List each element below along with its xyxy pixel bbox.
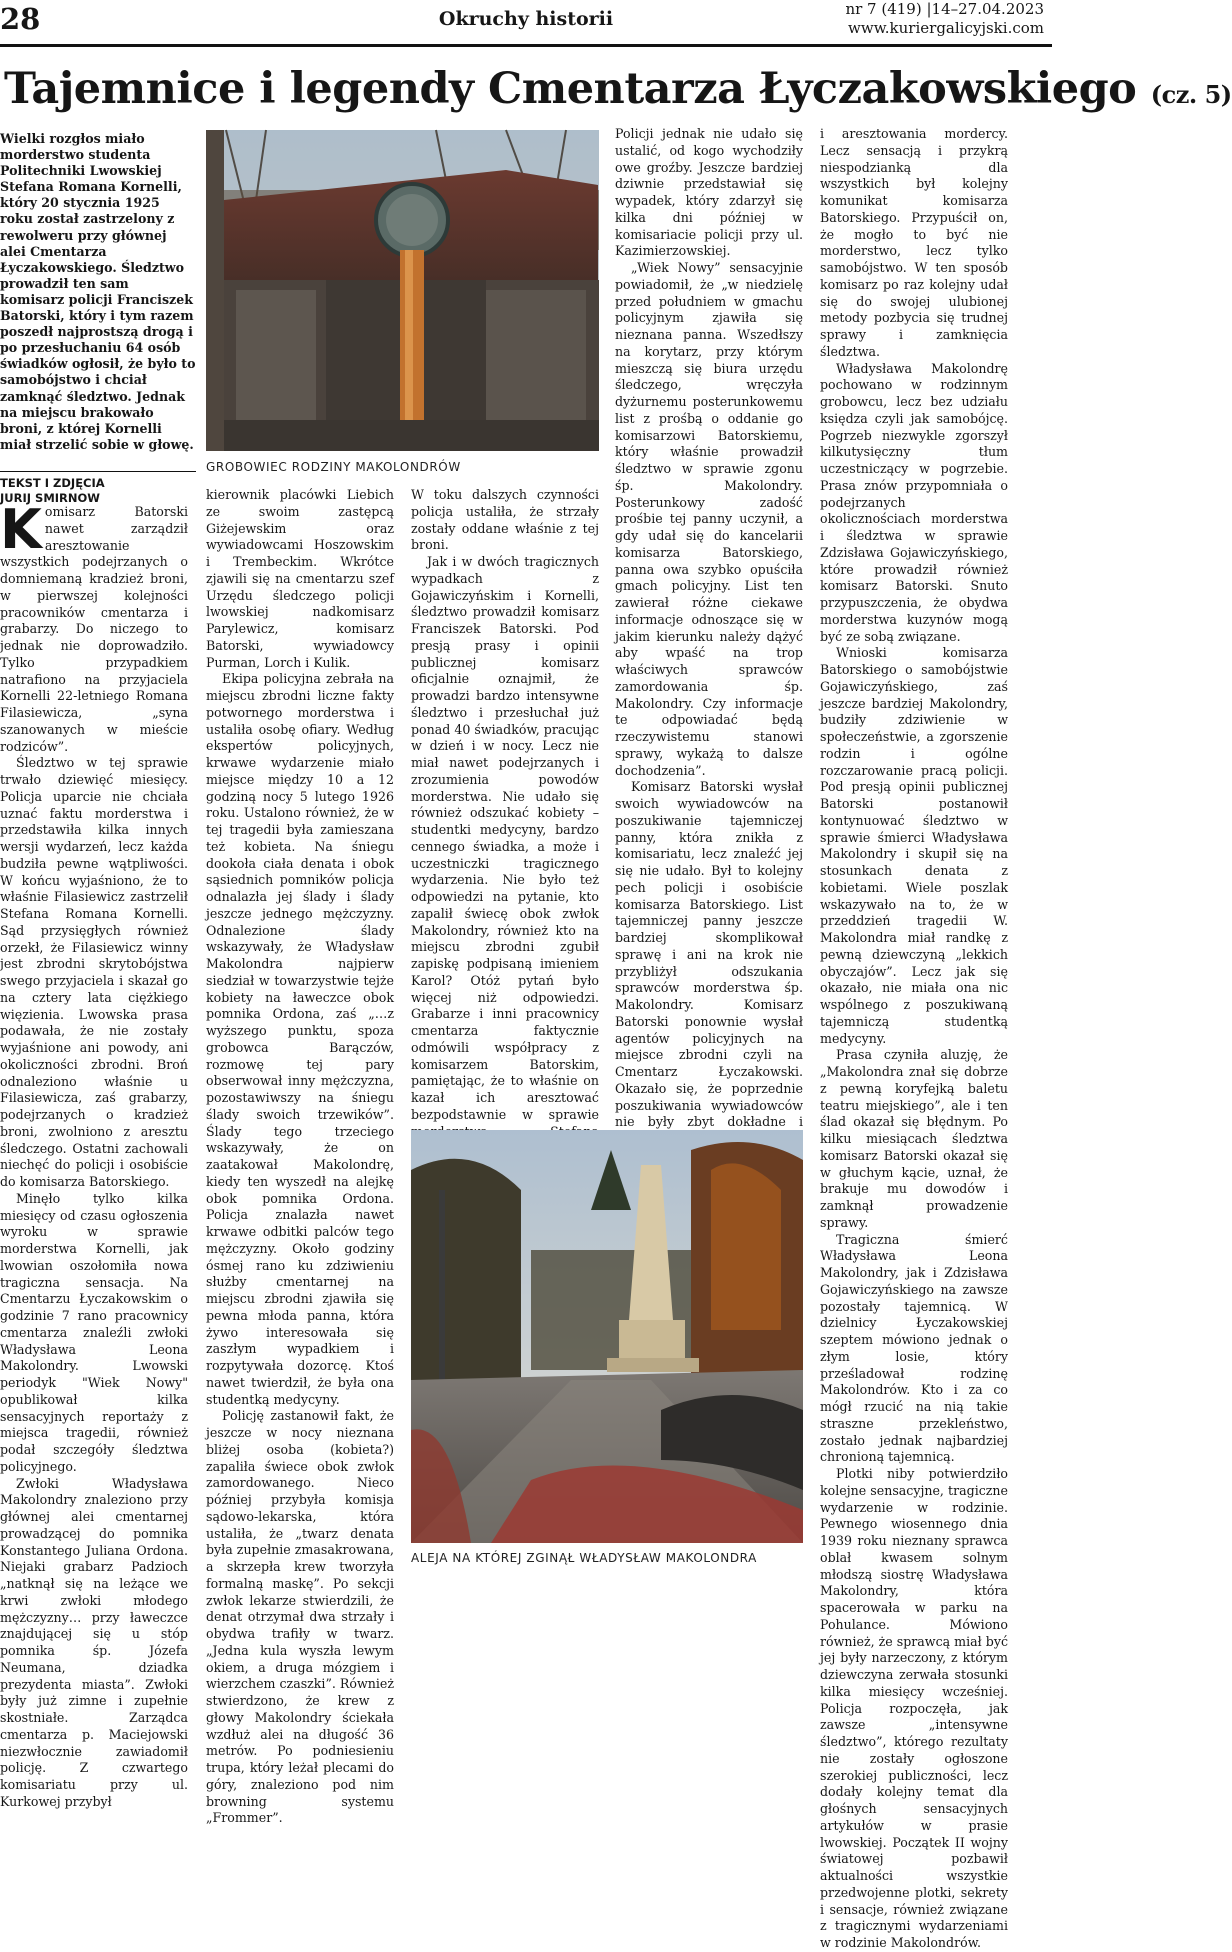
issue-info: nr 7 (419) |14–27.04.2023 (845, 0, 1044, 18)
title-main: Tajemnice i legendy Cmentarza Łyczakowskiego (4, 64, 1151, 114)
article-title (4, 64, 1232, 114)
credit-author: JURIJ SMIRNOW (0, 491, 100, 505)
paragraph: W toku dalszych czynności policja ustaliła, że strzały zostały oddane właśnie z tej broni. (411, 487, 599, 553)
drop-cap: K (0, 498, 42, 561)
tomb-image (206, 130, 599, 451)
alley-image (411, 1130, 803, 1543)
paragraph: Władysława Makolondrę pochowano w rodzinnym grobowcu, lecz bez udziału księdza czyli jak samobójcę. Pogrzeb niezwykle zgorszył kilkutysięczny tłum uczestniczący w pogrzebie. Prasa znów przypomniała o podejrzanych okolicznościach morderstwa i śledztwa w sprawie Zdzisława Gojawiczyńskiego, które prowadził również komisarz Batorski. Snuto przypuszczenia, że obydwa morderstwa kuzynów mogą być ze sobą związane. (820, 360, 1008, 644)
article-lead: Wielki rozgłos miało morderstwo studenta Politechniki Lwowskiej Stefana Romana Kornelli, który 20 stycznia 1925 roku został zastrzelony z rewolweru przy głównej alei Cmentarza Łyczakowskiego. Śledztwo prowadził ten sam komisarz policji Franciszek Batorski, który i tym razem poszedł najprostszą drogą i po przesłuchaniu 64 osób świadków ogłosił, że było to samobójstwo i chciał zamknąć śledztwo. Jednak na miejscu brakowało broni, z której Kornelli miał strzelić sobie w głowę. (0, 131, 196, 452)
paragraph: Plotki niby potwierdziło kolejne sensacyjne, tragiczne wydarzenie w rodzinie. Pewnego wiosennego dnia 1939 roku nieznany sprawca oblał kwasem solnym młodszą siostrę Władysława Makolondry, która spacerowała w parku na Pohulance. Mówiono również, że sprawcą miał być jej były narzeczony, z którym dziewczyna zerwała stosunki kilka miesięcy wcześniej. Policja rozpoczęła, jak zawsze „intensywne śledztwo”, którego rezultaty nie zostały ogłoszone szerokiej publiczności, lecz dodały kolejny temat dla głośnych sensacyjnych artykułów w prasie lwowskiej. Początek II wojny światowej pozbawił aktualności wszystkie przedwojenne plotki, sekrety i sensacje, również związane z tragicznymi wydarzeniami w rodzinie Makolondrów. (820, 1466, 1008, 1950)
paragraph: Komisarz Batorski wysłał swoich wywiadowców na poszukiwanie tajemniczej panny, która znikła z komisariatu, lecz znaleźć jej się nie udało. Był to kolejny pech policji i osobiście komisarza Batorskiego. List tajemniczej panny jeszcze bardziej skomplikował sprawę i ani na krok nie przybliżył odszukania sprawców morderstwa śp. Makolondry. Komisarz Batorski ponownie wysłał agentów policyjnych na miejsce zbrodni czyli na Cmentarz Łyczakowski. Okazało się, że poprzednie poszukiwania wywiadowców nie były zbyt dokładne i (615, 779, 803, 1130)
photo-caption-tomb: GROBOWIEC RODZINY MAKOLONDRÓW (206, 460, 461, 474)
paragraph: „Wiek Nowy” sensacyjnie powiadomił, że „w niedzielę przed południem w gmachu policyjnym zjawiła się nieznana panna. Wszedłszy na korytarz, przy którym mieszczą się biura urzędu śledczego, wręczyła dyżurnemu posterunkowemu list z prośbą o oddanie go komisarzowi Batorskiemu, który właśnie prowadził śledztwo w sprawie zgonu śp. Makolondry. Posterunkowy zadość prośbie tej panny uczynił, a gdy udał się do kancelarii komisarza Batorskiego, panna owa szybko opuściła gmach policyjny. List ten zawierał różne ciekawe informacje odnoszące się w jakim kierunku należy dążyć aby wpaść na trop właściwych sprawców zamordowania śp. Makolondry. Czy informacje te odpowiadać będą rzeczywistemu stanowi sprawy, wykażą to dalsze dochodzenia”. (615, 260, 803, 778)
paragraph: Zwłoki Władysława Makolondry znaleziono przy głównej alei cmentarnej prowadzącej do pomnika Konstantego Juliana Ordona. Niejaki grabarz Padzioch „natknął się na leżące we krwi zwłoki młodego mężczyzny… przy ławeczce znajdującej się u stóp pomnika śp. Józefa Neumana, dziadka prezydenta miasta”. Zwłoki były już zimne i zupełnie skostniałe. Zarządca cmentarza p. Maciejowski niezwłocznie zawiadomił policję. Z czwartego komisariatu przy ul. Kurkowej przybył (0, 1475, 188, 1809)
paragraph: Śledztwo w tej sprawie trwało dziewięć miesięcy. Policja uparcie nie chciała uznać faktu morderstwa i przedstawiła kilka innych wersji wydarzeń, lecz każda budziła pewne wątpliwości. W końcu wyjaśniono, że to właśnie Filasiewicz zastrzelił Stefana Romana Kornelli. Sąd przysięgłych również orzekł, że Filasiewicz winny jest zbrodni skrytobójstwa swego przyjaciela i skazał go na cztery lata ciężkiego więzienia. Lwowska prasa podawała, że nie zostały wyjaśnione ani powody, ani okoliczności zbrodni. Broń odnaleziono właśnie u Filasiewicza, zaś grabarzy, podejrzanych o kradzież broni, zwolniono z aresztu śledczego. Ostatni zachowali niechęć do policji i osobiście do komisarza Batorskiego. (0, 755, 188, 1189)
title-part: (cz. 5) (1150, 80, 1232, 109)
website-url: www.kuriergalicyjski.com (848, 19, 1044, 37)
header-issue-block (845, 0, 1044, 38)
section-title: Okruchy historii (438, 8, 614, 30)
credit-label: TEKST I ZDJĘCIA (0, 476, 105, 490)
photo-alley (411, 1130, 803, 1543)
paragraph: Wnioski komisarza Batorskiego o samobójstwie Gojawiczyńskiego, zaś jeszcze bardziej Makolondry, budziły zdziwienie w społeczeństwie, a zgorszenie rodzin i ogólne rozczarowanie pracą policji. Pod presją opinii publicznej Batorski postanowił kontynuować śledztwo w sprawie śmierci Władysława Makolondry i skupił się na stosunkach denata z kobietami. Wiele poszlak wskazywało na to, że w przeddzień tragedii W. Makolondra miał randkę z pewną dziewczyną „lekkich obyczajów”. Lecz jak się okazało, nie miała ona nic wspólnego z poszukiwaną tajemniczą studentką medycyny. (820, 645, 1008, 1046)
paragraph: kierownik placówki Liebich ze swoim zastępcą Giżejewskim oraz wywiadowcami Hoszowskim i Trembeckim. Wkrótce zjawili się na cmentarzu szef Urzędu śledczego policji lwowskiej nadkomisarz Parylewicz, komisarz Batorski, wywiadowcy Purman, Lorch i Kulik. (206, 487, 394, 670)
paragraph: Jak i w dwóch tragicznych wypadkach z Gojawiczyńskim i Kornelli, śledztwo prowadził komisarz Franciszek Batorski. Pod presją prasy i opinii publicznej komisarz oficjalnie oznajmił, że prowadzi bardzo intensywne śledztwo i przesłuchał już ponad 40 świadków, pracując w dzień i w nocy. Lecz nie miał nawet podejrzanych i zrozumienia powodów morderstwa. Nie udało się również odszukać kobiety – studentki medycyny, bardzo cennego świadka, a może i uczestniczki tragicznego wydarzenia. Nie było też odpowiedzi na pytanie, kto zapalił świecę obok zwłok Makolondry, również kto na miejscu zbrodni zgubił zapiskę podpisaną imieniem Karol? Otóż pytań było więcej niż odpowiedzi. Grabarze i inni pracownicy cmentarza faktycznie odmówili współpracy z komisarzem Batorskim, pamiętając, że to właśnie on kazał ich aresztować bezpodstawnie w sprawie (411, 554, 599, 1122)
paragraph-text: omisarz Batorski nawet zarządził aresztowanie wszystkich podejrzanych o domniemaną kradzież broni, w pierwszej kolejności pracowników cmentarza i grabarzy. Do niczego to jednak nie doprowadziło. Tylko przypadkiem natrafiono na przyjaciela Kornelli 22-letniego Romana Filasiewicza, „syna szanowanych w mieście rodziców”. (0, 504, 188, 754)
paragraph: i aresztowania mordercy. Lecz sensacją i przykrą niespodzianką dla wszystkich był kolejny komunikat komisarza Batorskiego. Przypuścił on, że mogło to być nie morderstwo, lecz tylko samobójstwo. W ten sposób komisarz po raz kolejny udał się do swojej ulubionej metody pozbycia się trudnej sprawy i zamknięcia śledztwa. (820, 126, 1008, 359)
column-5 (820, 126, 1008, 1952)
photo-tomb (206, 130, 599, 451)
page-number: 28 (0, 2, 41, 36)
paragraph: Prasa czyniła aluzję, że „Makolondra znał się dobrze z pewną koryfejką baletu teatru miejskiego”, ale i ten ślad okazał się błędnym. Po kilku miesiącach śledztwa komisarz Batorski okazał się w głuchym kącie, uznał, że brakuje mu dowodów i zamknął prowadzenie sprawy. (820, 1047, 1008, 1230)
paragraph: Policji jednak nie udało się ustalić, od kogo wychodziły owe groźby. Jeszcze bardziej dziwnie przedstawiał się wypadek, który zdarzył się kilka dni później w komisariacie policji przy ul. Kazimierzowskiej. (615, 126, 803, 259)
paragraph: Ekipa policyjna zebrała na miejscu zbrodni liczne fakty potwornego morderstwa i ustaliła osobę ofiary. Według ekspertów policyjnych, krwawe wydarzenie miało miejsce między 10 a 12 godziną nocy 5 lutego 1926 roku. Ustalono również, że w tej tragedii była zamieszana też kobieta. Na śniegu dookoła ciała denata i obok sąsiednich pomników policja odnalazła jej ślady i ślady jeszcze jednego mężczyzny. Odnalezione ślady wskazywały, że Władysław Makolondra najpierw siedział w towarzystwie tejże kobiety na ławeczce obok pomnika Ordona, zaś „…z wyższego punktu, spoza grobowca Barączów, rozmowę tej pary obserwował inny mężczyzna, pozostawiwszy na śniegu ślady swoich trzewików”. Ślady tego trzeciego wskazywały, że on zaatakował Makolondrę, kiedy ten wyszedł na alejkę obok pomnika Ordona. Policja znalazła nawet krwawe odbitki palców tego mężczyzny. Około godziny ósmej rano ku zdziwieniu służby cmentarnej na miejscu zbrodni zjawiła się pewna młoda panna, która żywo interesowała się zaszłym wypadkiem i rozpytywała dozorcę. Ktoś nawet twierdził, że była ona studentką medycyny. (206, 671, 394, 1407)
paragraph: Policję zastanowił fakt, że jeszcze w nocy nieznana bliżej osoba (kobieta?) zapaliła świece obok zwłok zamordowanego. Nieco później przybyła komisja sądowo-lekarska, która ustaliła, że „twarz denata była zupełnie zmasakrowana, a skrzepła krew tworzyła formalną maskę”. Po sekcji zwłok lekarze stwierdzili, że denat otrzymał dwa strzały i obydwa trafiły w twarz. „Jedna kula wyszła lewym okiem, a druga mózgiem i wierzchem czaszki”. Również stwierdzono, że krew z głowy Makolondry ściekała wzdłuż alei na długość 36 metrów. Po podniesieniu trupa, który leżał plecami do góry, znaleziono pod nim browning systemu „Frommer”. (206, 1408, 394, 1826)
lead-divider (0, 471, 196, 472)
paragraph: Tragiczna śmierć Władysława Leona Makolondry, jak i Zdzisława Gojawiczyńskiego na zawsze pozostały tajemnicą. W dzielnicy Łyczakowskiej szeptem mówiono jednak o złym losie, który prześladował rodzinę Makolondrów. Kto i za co mógł rzucić na nią takie straszne przekleństwo, zostało jednak najbardziej chronioną tajemnicą. (820, 1231, 1008, 1465)
header-rule (0, 44, 1052, 47)
column-2 (206, 487, 394, 1827)
photo-caption-alley: ALEJA NA KTÓREJ ZGINĄŁ WŁADYSŁAW MAKOLONDRA (411, 1551, 757, 1565)
paragraph: Minęło tylko kilka miesięcy od czasu ogłoszenia wyroku w sprawie morderstwa Kornelli, jak lwowian oszołomiła nowa tragiczna sensacja. Na Cmentarzu Łyczakowskim o godzinie 7 rano pracownicy cmentarza znaleźli zwłoki Władysława Leona Makolondry. Lwowski periodyk "Wiek Nowy" opublikował kilka sensacyjnych reportaży z miejsca tragedii, również podał szczegóły śledztwa policyjnego. (0, 1190, 188, 1474)
